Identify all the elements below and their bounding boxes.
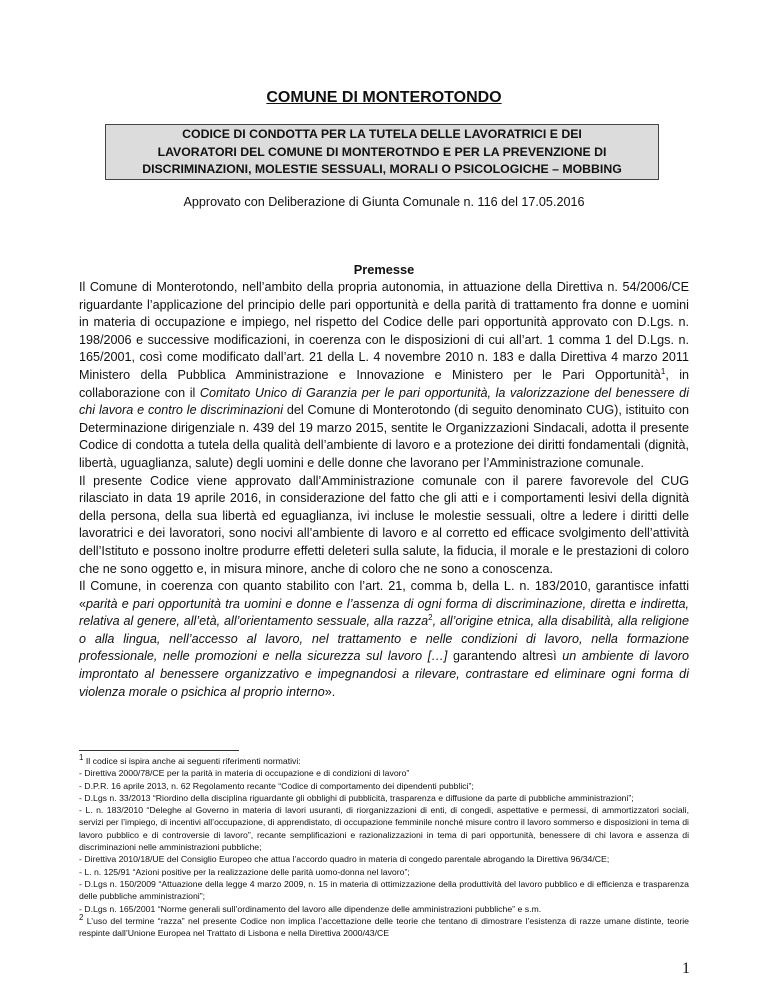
footnotes	[79, 755, 689, 939]
footnote-item: - D.Lgs n. 150/2009 “Attuazione della legge 4 marzo 2009, n. 15 in materia di ottimizzazione della produttività del lavoro pubblico e di efficienza e trasparenza delle pubbliche amministrazioni”;	[79, 878, 689, 902]
footnote-item: - D.Lgs n. 33/2013 “Riordino della disciplina riguardante gli obblighi di pubblicità, trasparenza e diffusione da parte di pubbliche amministrazioni”;	[79, 792, 634, 803]
footnote-item: - Direttiva 2000/78/CE per la parità in materia di occupazione e di condizioni di lavoro”	[79, 768, 410, 779]
footnote-2: $^2$ L’uso del termine “razza” nel presente Codice non implica l’accettazione delle teorie che tentano di dimostrare l’esistenza di razze umane distinte, teorie respinte dall’Unione Europea nel Trattato di Lisbona e nella Direttiva 2000/43/CE	[79, 912, 689, 939]
footnote-1: $^1$ Il codice si ispira anche ai seguenti riferimenti normativi:	[79, 753, 301, 766]
footnote-item: - Direttiva 2010/18/UE del Consiglio Europeo che attua l’accordo quadro in materia di congedo parentale abrogando la Direttiva 96/34/CE;	[79, 854, 610, 865]
page-number: 1	[682, 960, 690, 977]
paragraph: Il Comune di Monterotondo, nell’ambito della propria autonomia, in attuazione della Direttiva n. 54/2006/CE riguardante l’applicazione del principio delle pari opportunità e della parità di trattamento fra donne e uomini in materia di occupazione e impiego, nel rispetto del Codice delle pari opportunità approvato con D.Lgs. n. 198/2006 e successive modificazioni, in coerenza con le disposizioni di cui all’art. 1 comma 1 del D.Lgs. n. 165/2001, così come modificato dall’art. 21 della L. 4 novembre 2010 n. 183 e dalla Direttiva 4 marzo 2011 Ministero della Pubblica Amministrazione e Innovazione e Ministero per le Pari Opportunità$^1$, in collaborazione con il Comitato Unico di Garanzia per le pari opportunità, la valorizzazione del benessere di chi lavora e contro le discriminazioni del Comune di Monterotondo (di seguito denominato CUG), istituito con Determinazione dirigenziale n. 439 del 19 marzo 2015, sentite le Organizzazioni Sindacali, adotta il presente Codice di condotta a tutela della qualità dell’ambiente di lavoro e a protezione dei diritti fondamentali (dignità, libertà, uguaglianza, salute) degli uomini e delle donne che lavorano per l’Amministrazione comunale.	[79, 280, 690, 470]
document-title: COMUNE DI MONTEROTONDO	[266, 89, 502, 106]
code-title	[106, 126, 658, 179]
paragraph: Il presente Codice viene approvato dall’Amministrazione comunale con il parere favorevole del CUG rilasciato in data 19 aprile 2016, in considerazione del fatto che gli atti e i comportamenti lesivi della dignità della persona, della sua libertà ed eguaglianza, ivi incluse le molestie sessuali, oltre a ledere i diritti delle lavoratrici e dei lavoratori, sono nocivi all’ambiente di lavoro e al corretto ed efficace svolgimento dell’attività dell’Istituto e possono inoltre produrre effetti deleteri sulla salute, la fiducia, il morale e le prestazioni di coloro che ne sono oggetto e, in misura minore, anche di coloro che ne sono a conoscenza.	[79, 473, 689, 576]
footnote-divider	[79, 750, 239, 751]
code-title-line: CODICE DI CONDOTTA PER LA TUTELA DELLE LAVORATRICI E DEI	[182, 127, 582, 141]
footnote-item: - D.P.R. 16 aprile 2013, n. 62 Regolamento recante “Codice di comportamento dei dipendenti pubblici”;	[79, 780, 474, 791]
footnote-ref[interactable]: 2	[428, 613, 433, 623]
footnote-item: - L. n. 183/2010 “Deleghe al Governo in materia di lavori usuranti, di riorganizzazioni di enti, di congedi, aspettative e permessi, di ammortizzatori sociali, servizi per l’impiego, di incentivi all’occupazione, di apprendistato, di occupazione femminile nonché misure contro il lavoro sommerso e disposizioni in tema di lavoro pubblico e di controversie di lavoro”, recante semplificazioni e razionalizzazioni in tema di pari opportunità, benessere di chi lavora e assenza di discriminazioni nelle amministrazioni pubbliche;	[79, 805, 689, 853]
approval-note: Approvato con Deliberazione di Giunta Comunale n. 116 del 17.05.2016	[183, 195, 585, 209]
footnote-item: - D.Lgs n. 165/2001 “Norme generali sull’ordinamento del lavoro alle dipendenze delle amministrazioni pubbliche” e s.m.	[79, 903, 542, 914]
footnote-ref[interactable]: 1	[660, 366, 666, 376]
code-title-box	[105, 124, 659, 180]
paragraph: Il Comune, in coerenza con quanto stabilito con l’art. 21, comma b, della L. n. 183/2010, garantisce infatti «parità e pari opportunità tra uomini e donne e l’assenza di ogni forma di discriminazione, diretta e indiretta, relativa al genere, all’età, all’orientamento sessuale, alla razza$^2$, all’origine etnica, alla disabilità, alla religione o alla lingua, nell’accesso al lavoro, nel trattamento e nelle condizioni di lavoro, nella formazione professionale, nelle promozioni e nella sicurezza sul lavoro […] garantendo altresì un ambiente di lavoro improntato al benessere organizzativo e impegnandosi a rilevare, contrastare ed eliminare ogni forma di violenza morale o psichica al proprio interno».	[79, 579, 689, 699]
section-heading: Premesse	[353, 262, 415, 277]
body-text	[79, 279, 689, 701]
code-title-line: DISCRIMINAZIONI, MOLESTIE SESSUALI, MORALI O PSICOLOGICHE – MOBBING	[142, 162, 622, 176]
code-title-line: LAVORATORI DEL COMUNE DI MONTEROTNDO E PER LA PREVENZIONE DI	[157, 144, 607, 159]
footnote-item: - L. n. 125/91 “Azioni positive per la realizzazione delle parità uomo-donna nel lavoro”;	[79, 866, 410, 877]
